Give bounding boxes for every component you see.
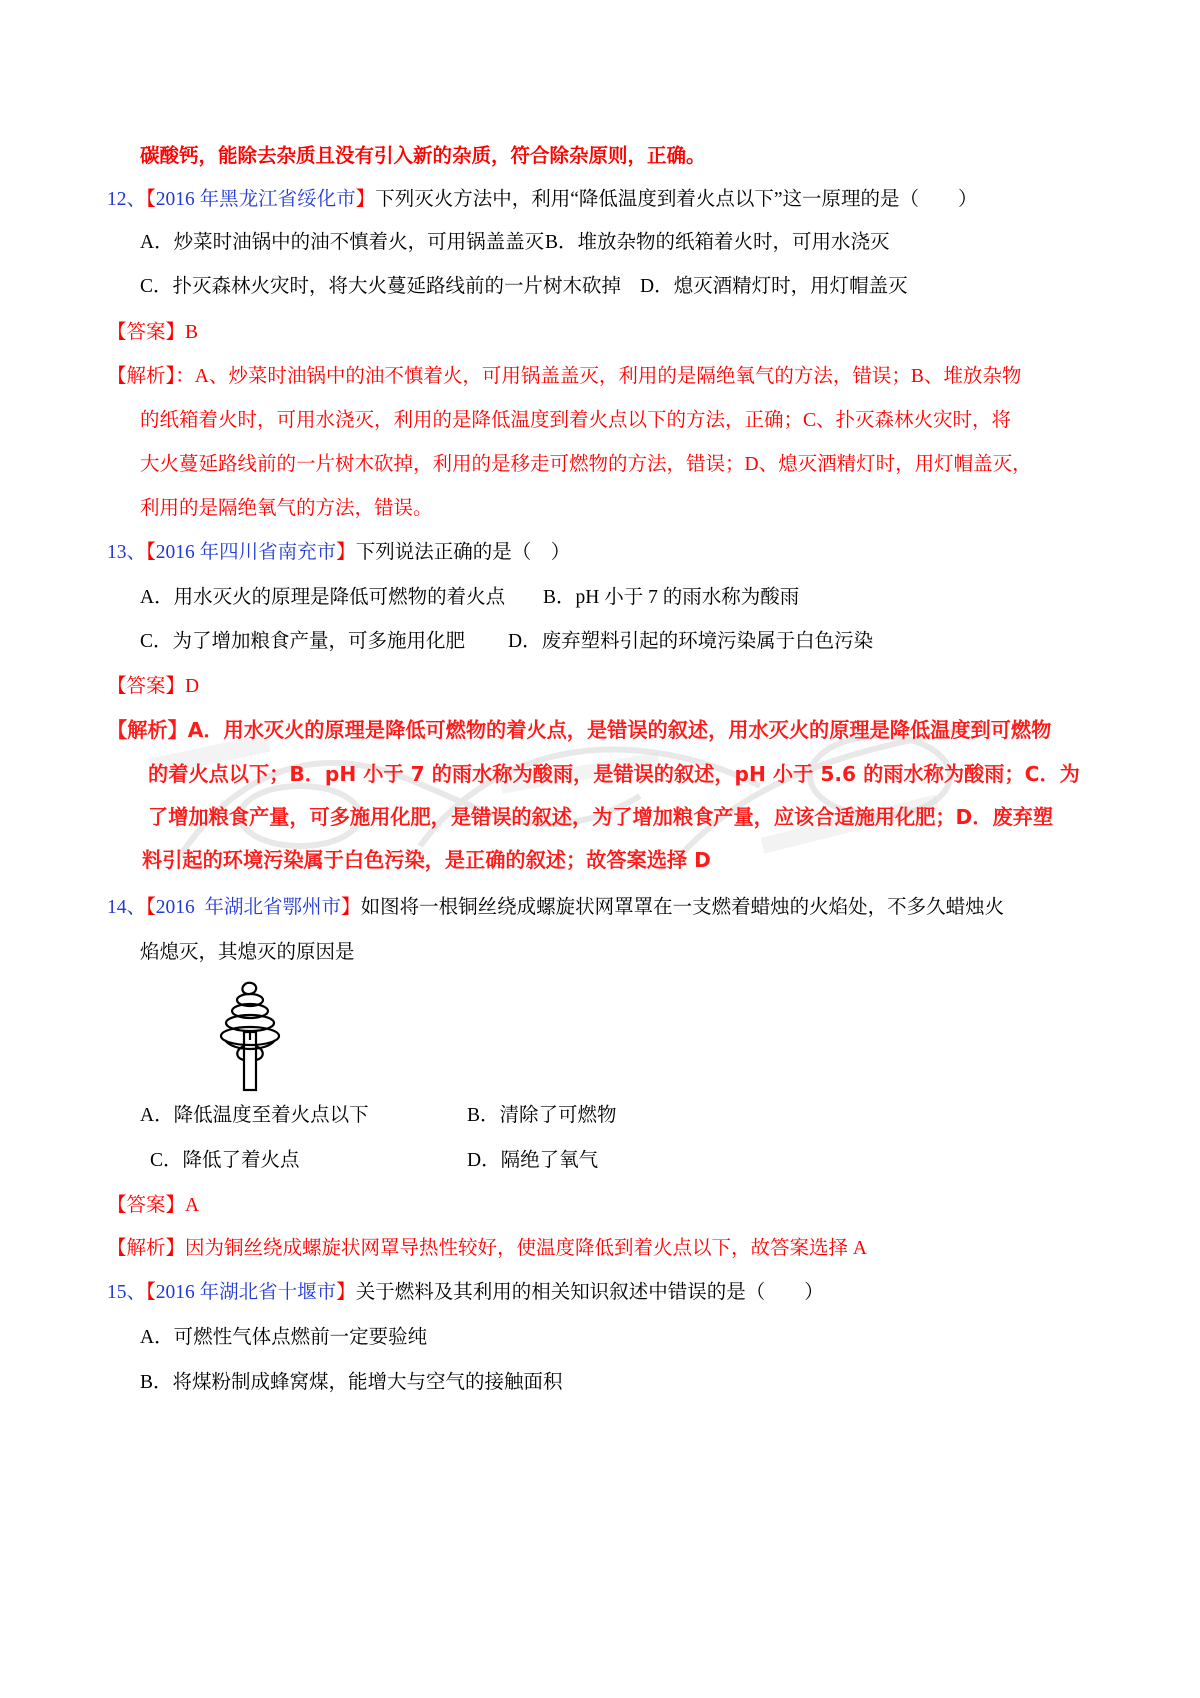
copper-coil-candle-figure (213, 980, 297, 1095)
q14-analysis: 【解析】因为铜丝绕成螺旋状网罩导热性较好，使温度降低到着火点以下，故答案选择 A (107, 1238, 867, 1259)
source-bracket-close: 】 (336, 1282, 356, 1303)
q14-option-b: B．清除了可燃物 (467, 1105, 617, 1126)
q14-option-a: A．降低温度至着火点以下 (140, 1105, 369, 1126)
q12-option-b: B．堆放杂物的纸箱着火时，可用水浇灭 (545, 232, 890, 253)
q15-question-line (107, 1281, 824, 1305)
q14-stem-continued: 焰熄灭，其熄灭的原因是 (140, 942, 355, 963)
question-source: 2016 年黑龙江省绥化市 (155, 189, 356, 210)
q12-option-c: C．扑灭森林火灾时，将大火蔓延路线前的一片树木砍掉 (140, 276, 622, 297)
source-bracket-open: 【 (146, 1282, 156, 1303)
q12-analysis-line-4: 利用的是隔绝氧气的方法，错误。 (140, 498, 433, 519)
q12-option-d: D．熄灭酒精灯时，用灯帽盖灭 (640, 276, 908, 297)
source-bracket-open: 【 (146, 897, 156, 918)
q13-option-a: A．用水灭火的原理是降低可燃物的着火点 (140, 587, 506, 608)
q14-question-line (107, 896, 1004, 920)
question-stem: 下列说法正确的是（ ） (355, 542, 571, 563)
q15-option-b: B．将煤粉制成蜂窝煤，能增大与空气的接触面积 (140, 1372, 563, 1393)
q14-option-d: D．隔绝了氧气 (467, 1150, 599, 1171)
q13-option-c: C．为了增加粮食产量，可多施用化肥 (140, 631, 466, 652)
source-bracket-close: 】 (355, 189, 376, 210)
question-number: 12、 (107, 189, 147, 210)
question-number: 14、 (107, 897, 147, 918)
question-source: 2016 年湖北省十堰市 (155, 1282, 337, 1303)
q13-analysis-line-3: 了增加粮食产量，可多施用化肥，是错误的叙述，为了增加粮食产量，应该合适施用化肥；D．废弃塑 (148, 805, 1054, 829)
q13-analysis-line-1: 【解析】A．用水灭火的原理是降低可燃物的着火点，是错误的叙述，用水灭火的原理是降低温度到可燃物 (107, 718, 1052, 742)
source-bracket-open: 【 (146, 189, 156, 210)
source-bracket-close: 】 (336, 542, 356, 563)
q12-analysis-line-2: 的纸箱着火时，可用水浇灭，利用的是降低温度到着火点以下的方法，正确；C、扑灭森林火灾时，将 (140, 410, 1012, 431)
q13-analysis-line-2: 的着火点以下；B．pH 小于 7 的雨水称为酸雨，是错误的叙述，pH 小于 5.6 的雨水称为酸雨；C．为 (148, 762, 1080, 786)
question-source: 2016 年四川省南充市 (155, 542, 337, 563)
q15-option-a: A．可燃性气体点燃前一定要验纯 (140, 1327, 428, 1348)
q13-option-b: B．pH 小于 7 的雨水称为酸雨 (543, 587, 800, 608)
question-source: 2016 年湖北省鄂州市 (155, 897, 342, 918)
question-stem: 如图将一根铜丝绕成螺旋状网罩罩在一支燃着蜡烛的火焰处，不多久蜡烛火 (360, 897, 1005, 918)
q14-option-c: C．降低了着火点 (150, 1150, 300, 1171)
q12-answer: 【答案】B (107, 322, 199, 343)
q13-analysis-line-4: 料引起的环境污染属于白色污染，是正确的叙述；故答案选择 D (142, 848, 711, 872)
q12-analysis-line-1: 【解析】：A、炒菜时油锅中的油不慎着火，可用锅盖盖灭，利用的是隔绝氧气的方法，错误；B、堆放杂物 (107, 366, 1022, 387)
q12-analysis-line-3: 大火蔓延路线前的一片树木砍掉，利用的是移走可燃物的方法，错误；D、熄灭酒精灯时，用灯帽盖灭， (140, 454, 1032, 475)
q14-answer: 【答案】A (107, 1195, 200, 1216)
q13-question-line (107, 541, 570, 565)
question-number: 15、 (107, 1282, 147, 1303)
q12-question-line (107, 188, 978, 212)
q13-option-d: D．废弃塑料引起的环境污染属于白色污染 (508, 631, 874, 652)
question-number: 13、 (107, 542, 147, 563)
question-stem: 关于燃料及其利用的相关知识叙述中错误的是（ ） (355, 1282, 824, 1303)
question-stem: 下列灭火方法中，利用“降低温度到着火点以下”这一原理的是（ ） (375, 189, 978, 210)
q13-answer: 【答案】D (107, 676, 200, 697)
previous-analysis-tail: 碳酸钙，能除去杂质且没有引入新的杂质，符合除杂原则，正确。 (140, 146, 706, 167)
source-bracket-close: 】 (341, 897, 361, 918)
source-bracket-open: 【 (146, 542, 156, 563)
q12-option-a: A．炒菜时油锅中的油不慎着火，可用锅盖盖灭 (140, 232, 545, 253)
